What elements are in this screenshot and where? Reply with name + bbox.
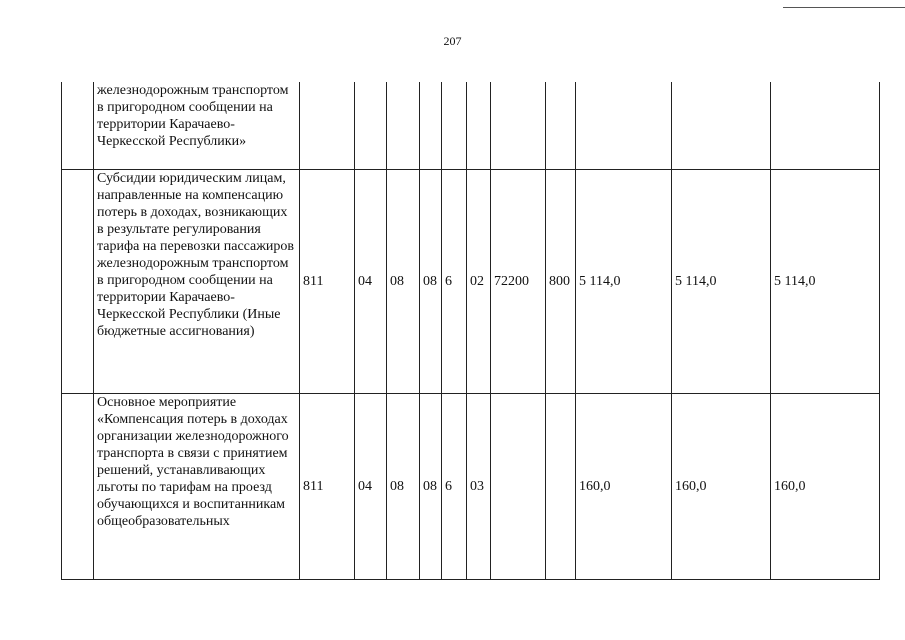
expense-type-cell	[546, 82, 576, 170]
row-description: железнодорожным транспортом в пригородном сообщении на территории Карачаево-Черкесской Республики»	[97, 83, 289, 149]
amount-2-cell: 160,0	[672, 394, 771, 580]
subprogram-cell: 6	[442, 170, 467, 394]
amount-2-cell	[672, 82, 771, 170]
activity-cell: 02	[467, 170, 491, 394]
index-cell	[62, 82, 94, 170]
budget-table	[61, 82, 880, 580]
expense-type-cell	[546, 394, 576, 580]
ministry-cell	[300, 82, 355, 170]
subsection-cell: 08	[387, 170, 420, 394]
description-cell	[94, 394, 300, 580]
table-row	[62, 394, 880, 580]
section-cell	[355, 82, 387, 170]
section-cell: 04	[355, 170, 387, 394]
amount-1-cell: 5 114,0	[576, 170, 672, 394]
table-row	[62, 170, 880, 394]
description-cell	[94, 170, 300, 394]
index-cell	[62, 394, 94, 580]
amount-3-cell	[771, 82, 880, 170]
program-cell: 08	[420, 170, 442, 394]
row-description: Субсидии юридическим лицам, направленные на компенсацию потерь в доходах, возникающих в результате регулирования тарифа на перевозки пассажиров железнодорожным транспортом в пригородном сообщении на территории Карачаево-Черкесской Республики (Иные бюджетные ассигнования)	[97, 171, 295, 339]
section-cell: 04	[355, 394, 387, 580]
subprogram-cell: 6	[442, 394, 467, 580]
amount-1-cell	[576, 82, 672, 170]
subsection-cell: 08	[387, 394, 420, 580]
table-row	[62, 82, 880, 170]
expense-type-cell: 800	[546, 170, 576, 394]
ministry-cell: 811	[300, 394, 355, 580]
subprogram-cell	[442, 82, 467, 170]
amount-2-cell: 5 114,0	[672, 170, 771, 394]
direction-cell	[491, 394, 546, 580]
amount-1-cell: 160,0	[576, 394, 672, 580]
program-cell	[420, 82, 442, 170]
direction-cell: 72200	[491, 170, 546, 394]
page-number: 207	[443, 34, 462, 48]
subsection-cell	[387, 82, 420, 170]
description-cell	[94, 82, 300, 170]
direction-cell	[491, 82, 546, 170]
index-cell	[62, 170, 94, 394]
ministry-cell: 811	[300, 170, 355, 394]
activity-cell: 03	[467, 394, 491, 580]
activity-cell	[467, 82, 491, 170]
amount-3-cell: 5 114,0	[771, 170, 880, 394]
program-cell: 08	[420, 394, 442, 580]
row-description: Основное мероприятие «Компенсация потерь в доходах организации железнодорожного транспорта в связи с принятием решений, устанавливающих льготы по тарифам на проезд обучающихся и воспитанникам общеобразовательных	[97, 395, 289, 529]
amount-3-cell: 160,0	[771, 394, 880, 580]
top-rule	[783, 7, 905, 8]
